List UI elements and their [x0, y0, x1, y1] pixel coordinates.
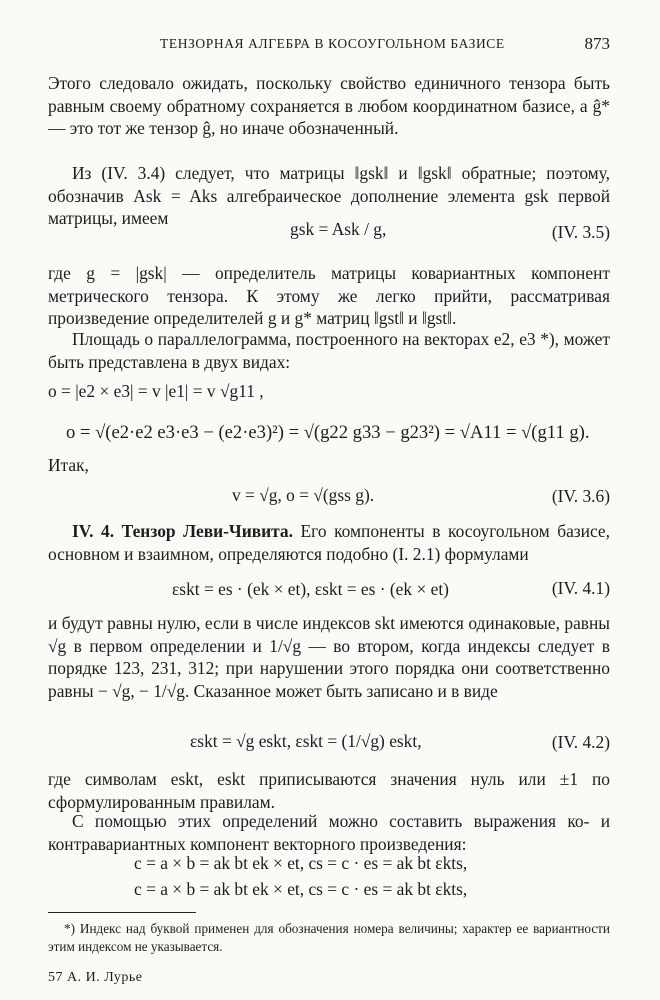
equation-4-1: εskt = es · (ek × et), εskt = es · (ek × et) — [172, 579, 449, 599]
paragraph-8: С помощью этих определений можно составить выражения ко- и контравариантных компонент векторного произведения: — [48, 811, 610, 854]
page-number: 873 — [584, 34, 610, 53]
section-4-paragraph — [48, 520, 610, 565]
running-title: ТЕНЗОРНАЯ АЛГЕБРА В КОСОУГОЛЬНОМ БАЗИСЕ — [160, 36, 505, 51]
equation-3-6-number: (IV. 3.6) — [551, 486, 610, 506]
paragraph-2: Из (IV. 3.4) следует, что матрицы ‖gsk‖ и ‖gsk‖ обратные; поэтому, обозначив Ask = Aks алгебраическое дополнение элемента gsk первой матрицы, имеем — [48, 163, 610, 228]
footnote: *) Индекс над буквой применен для обозначения номера величины; характер ее вариантности этим индексом не указывается. — [48, 921, 610, 954]
equation-4-2: εskt = √g eskt, εskt = (1/√g) eskt, — [190, 731, 422, 751]
paragraph-4: Площадь o параллелограмма, построенного на векторах e2, e3 *), может быть представлена в двух видах: — [48, 329, 610, 372]
equation-4-2-number: (IV. 4.2) — [551, 732, 610, 752]
equation-3-6: v = √g, o = √(gss g). — [232, 485, 375, 505]
paragraph-3: где g = |gsk| — определитель матрицы ковариантных компонент метрического тензора. К этому же легко прийти, рассматривая произведение определителей g и g* матриц ‖gst‖ и ‖gst‖. — [48, 263, 610, 328]
paragraph-1: Этого следовало ожидать, поскольку свойство единичного тензора быть равным своему обратному сохраняется в любом координатном базисе, а ĝ* — это тот же тензор ĝ, но иначе обозначенный. — [48, 73, 610, 138]
equation-4-1-number: (IV. 4.1) — [551, 578, 610, 598]
paragraph-6: и будут равны нулю, если в числе индексов skt имеются одинаковые, равны √g в первом определении и 1/√g — во втором, когда индексы следует в порядке 123, 231, 312; при нарушении этого порядка они соответственно равны − √g, − 1/√g. Сказанное может быть записано и в виде — [48, 613, 610, 701]
equation-vector-2: c = a × b = ak bt ek × et, cs = c · es = ak bt εkts, — [134, 879, 468, 899]
equation-area-1: o = |e2 × e3| = v |e1| = v √g11 , — [48, 381, 264, 401]
equation-3-5: gsk = Ask / g, — [290, 219, 387, 239]
equation-3-5-number: (IV. 3.5) — [551, 222, 610, 242]
paragraph-7: где символам eskt, eskt приписываются значения нуль или ±1 по сформулированным правилам. — [48, 769, 610, 812]
footnote-rule — [48, 912, 196, 913]
text-itak: Итак, — [48, 455, 89, 475]
signature-mark: 57 А. И. Лурье — [48, 970, 143, 985]
equation-area-2: o = √(e2·e2 e3·e3 − (e2·e3)²) = √(g22 g33 − g23²) = √A11 = √(g11 g). — [66, 422, 590, 443]
running-header — [48, 34, 610, 54]
section-heading: IV. 4. Тензор Леви-Чивита. — [72, 521, 293, 541]
equation-vector-1: c = a × b = ak bt ek × et, cs = c · es = ak bt εkts, — [134, 853, 468, 873]
paragraph-5: Его компоненты в косоугольном базисе, основном и взаимном, определяются подобно (I. 2.1) формулами — [48, 521, 610, 564]
